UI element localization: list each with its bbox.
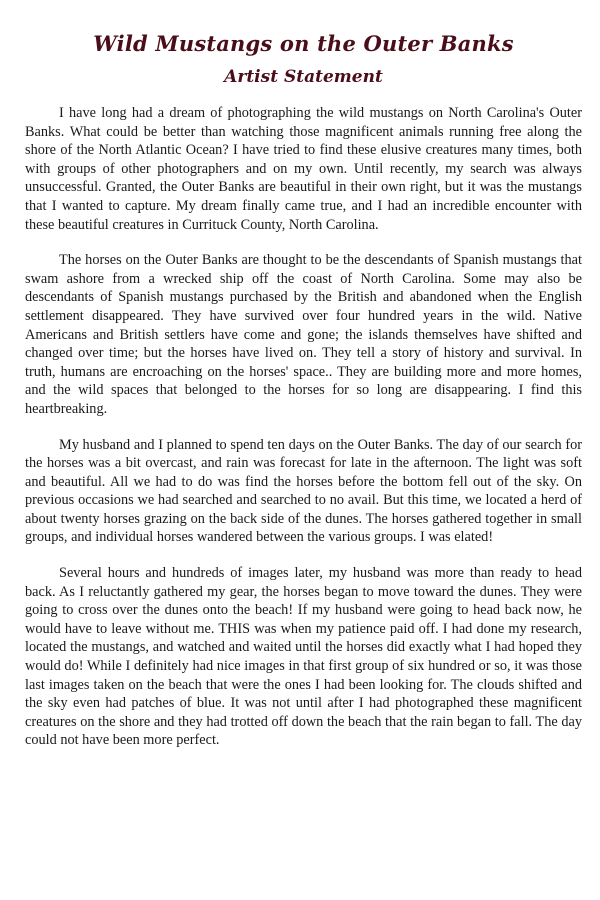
document-subtitle: Artist Statement <box>224 67 383 87</box>
paragraph-3: My husband and I planned to spend ten days on the Outer Banks. The day of our search for the horses was a bit overcast, and rain was forecast for late in the afternoon. The light was soft and beautiful. All we had to do was find the horses before the bottom fell out of the sky. On previous occasions we had searched and searched to no avail. But this time, we located a herd of about twenty horses grazing on the back side of the dunes. The horses gathered together in small groups, and individual horses wandered between the various groups. I was elated! <box>25 436 582 546</box>
document-title: Wild Mustangs on the Outer Banks <box>93 31 514 56</box>
paragraph-1: I have long had a dream of photographing the wild mustangs on North Carolina's Outer Banks. What could be better than watching those magnificent animals running free along the shore of the North Atlantic Ocean? I have tried to find these elusive creatures many times, both with groups of other photographers and on my own. Until recently, my search was always unsuccessful. Granted, the Outer Banks are beautiful in their own right, but it was the mustangs that I wanted to capture. My dream finally came true, and I had an incredible encounter with these beautiful creatures in Currituck County, North Carolina. <box>25 105 582 233</box>
document-body <box>25 104 582 750</box>
paragraph-4: Several hours and hundreds of images later, my husband was more than ready to head back. As I reluctantly gathered my gear, the horses began to move toward the dunes. They were going to cross over the dunes onto the beach! If my husband were going to head back now, he would have to leave without me. THIS was when my patience paid off. I had done my research, located the mustangs, and watched and waited until the horses did exactly what I had hoped they would do! While I definitely had nice images in that first group of six hundred or so, it was those last images taken on the beach that were the ones I had been looking for. The clouds shifted and the sky even had patches of blue. It was not until after I had photographed these magnificent creatures on the shore and they had trotted off down the beach that the rain began to fall. The day could not have been more perfect. <box>25 565 582 749</box>
paragraph-2: The horses on the Outer Banks are thought to be the descendants of Spanish mustangs that swam ashore from a wrecked ship off the coast of North Carolina. Some may also be descendants of Spanish mustangs purchased by the British and abandoned when the English settlement disappeared. They have survived over four hundred years in the wild. Native Americans and British settlers have come and gone; the islands themselves have shifted and changed over time; but the horses have lived on. They tell a story of history and survival. In truth, humans are encroaching on the horses' space.. They are building more and more homes, and the wild spaces that belonged to the horses for so long are disappearing. I find this heartbreaking. <box>25 252 582 417</box>
